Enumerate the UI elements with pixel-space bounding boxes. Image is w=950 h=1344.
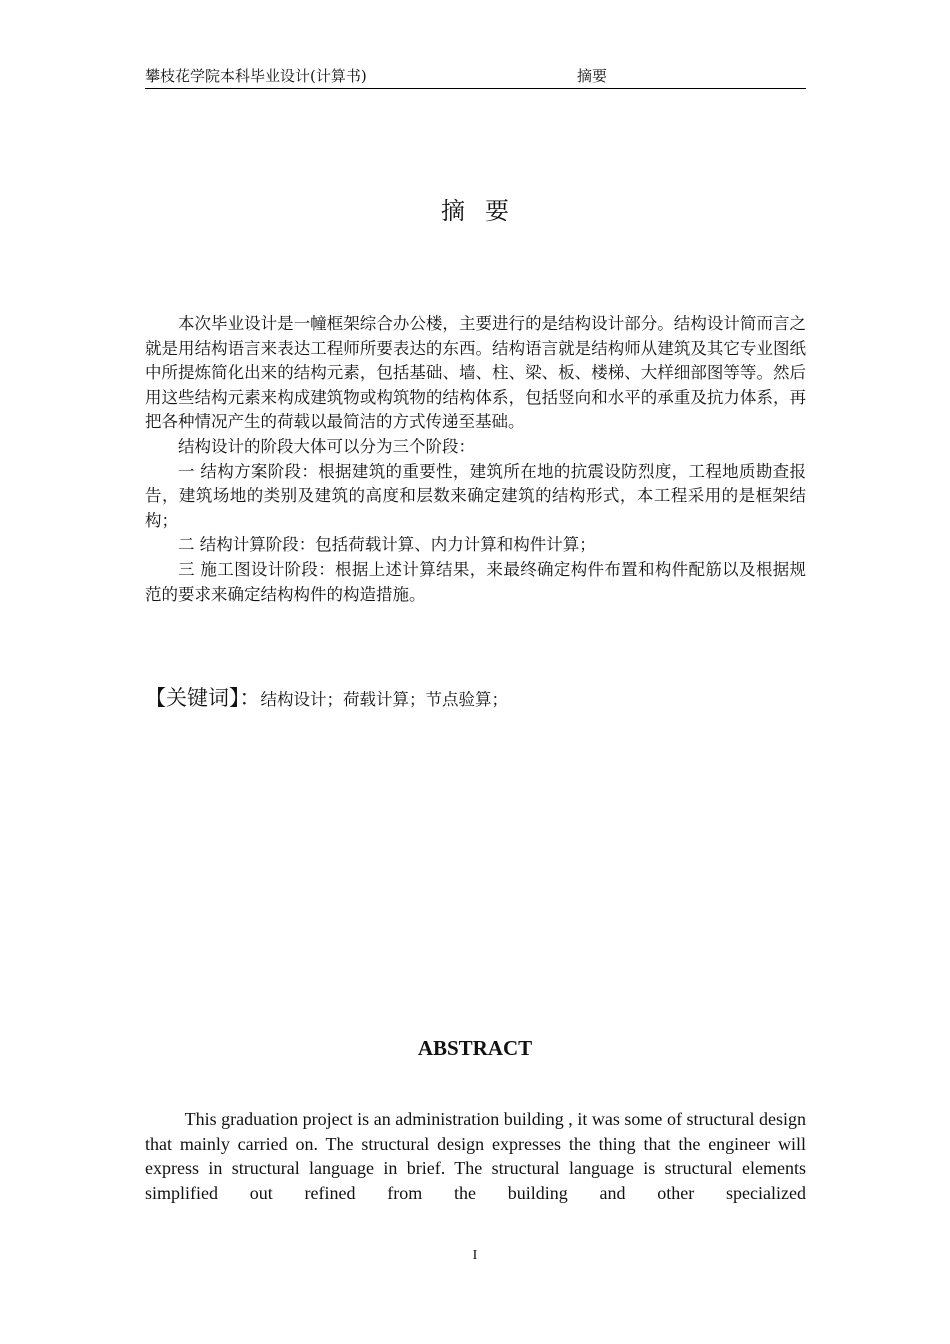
english-abstract-body [145, 1107, 806, 1205]
page-number: I [472, 1248, 478, 1263]
chinese-abstract-title: 摘要 [441, 197, 529, 225]
keywords-line [145, 684, 806, 714]
header-section-text: 摘要 [577, 67, 608, 85]
cn-paragraph-stage-3: 三 施工图设计阶段：根据上述计算结果，来最终确定构件布置和构件配筋以及根据规范的要求来确定结构构件的构造措施。 [145, 559, 806, 604]
keywords-label: 【关键词】： [145, 686, 261, 710]
cn-paragraph-stages: 结构设计的阶段大体可以分为三个阶段： [178, 436, 475, 456]
cn-paragraph-intro: 本次毕业设计是一幢框架综合办公楼，主要进行的是结构设计部分。结构设计简而言之就是用结构语言来表达工程师所要表达的东西。结构语言就是结构师从建筑及其它专业图纸中所提炼简化出来的结构元素，包括基础、墙、柱、梁、板、楼梯、大样细部图等等。然后用这些结构元素来构成建筑物或构筑物的结构体系，包括竖向和水平的承重及抗力体系，再把各种情况产生的荷载以最简洁的方式传递至基础。 [145, 314, 806, 432]
cn-paragraph-stage-2: 二 结构计算阶段：包括荷载计算、内力计算和构件计算； [178, 535, 596, 555]
cn-paragraph-stage-1: 一 结构方案阶段：根据建筑的重要性，建筑所在地的抗震设防烈度，工程地质勘查报告，建筑场地的类别及建筑的高度和层数来确定建筑的结构形式，本工程采用的是框架结构； [145, 461, 806, 530]
chinese-abstract-body [145, 312, 806, 607]
page-header [145, 66, 806, 89]
english-abstract-title: ABSTRACT [417, 1036, 533, 1060]
en-paragraph: This graduation project is an administration building , it was some of structural design that mainly carried on. The structural design expresses the thing that the engineer will express in structural language in brief. The structural language is structural elements simplified out refined from the building and other specialized [145, 1109, 806, 1203]
keywords-text: 结构设计；荷载计算；节点验算； [260, 690, 508, 709]
header-left-text: 攀枝花学院本科毕业设计(计算书) [145, 67, 367, 85]
